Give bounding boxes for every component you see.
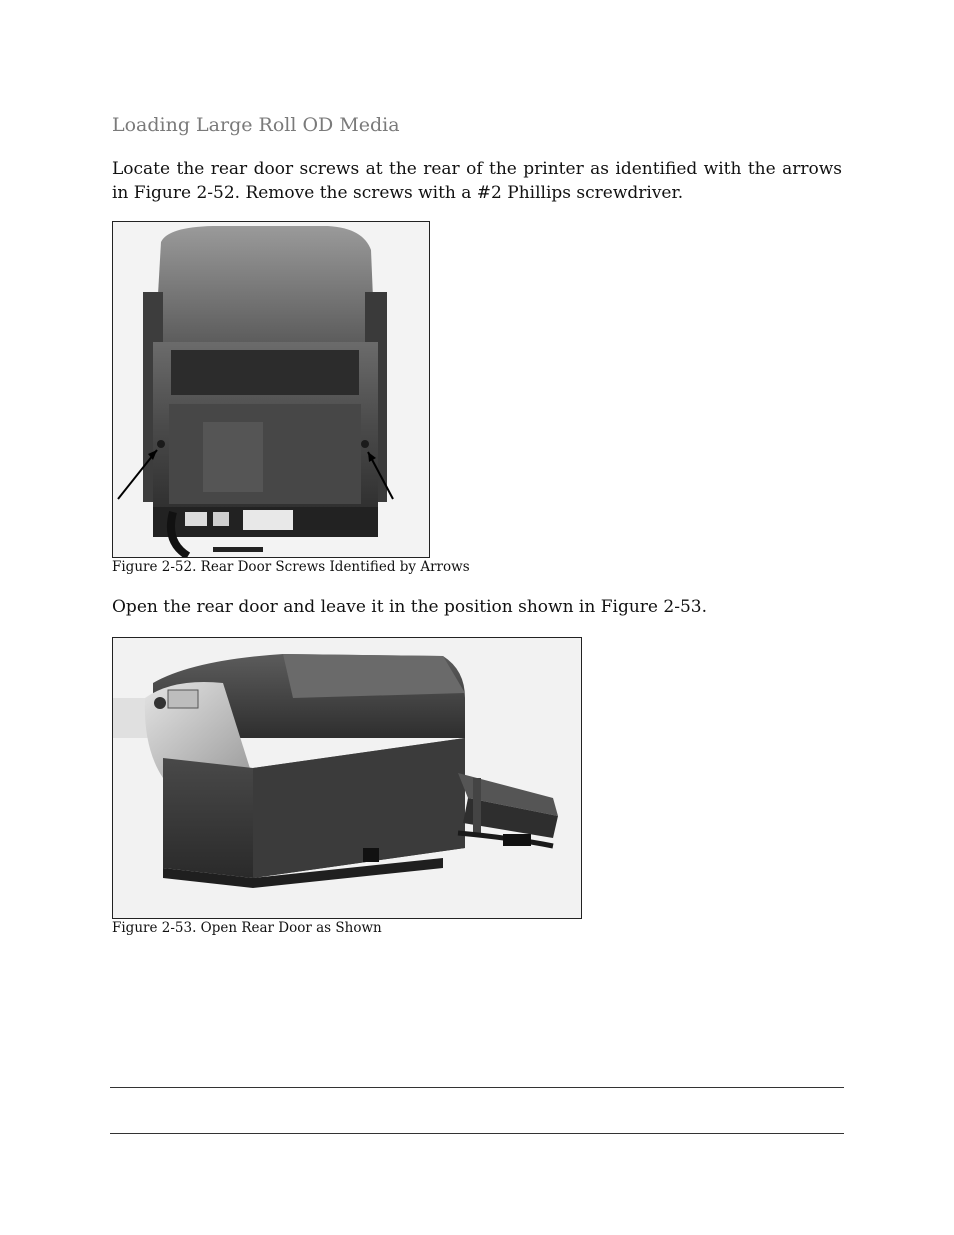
figure-caption-2-52: Figure 2-52. Rear Door Screws Identified by Arrows [112,559,470,575]
printer-rear-photo [113,222,429,557]
footer-divider-bottom [110,1133,844,1134]
printer-open-door-photo [113,638,581,918]
instruction-paragraph-2: Open the rear door and leave it in the position shown in Figure 2-53. [112,597,707,617]
figure-open-rear-door [112,637,582,919]
footer-divider-top [110,1087,844,1088]
section-heading: Loading Large Roll OD Media [112,114,400,136]
instruction-paragraph-1: Locate the rear door screws at the rear of the printer as identified with the arrows in Figure 2-52. Remove the screws with a #2 Phillips screwdriver. [112,159,842,203]
figure-caption-2-53: Figure 2-53. Open Rear Door as Shown [112,920,382,936]
figure-rear-door-screws [112,221,430,558]
